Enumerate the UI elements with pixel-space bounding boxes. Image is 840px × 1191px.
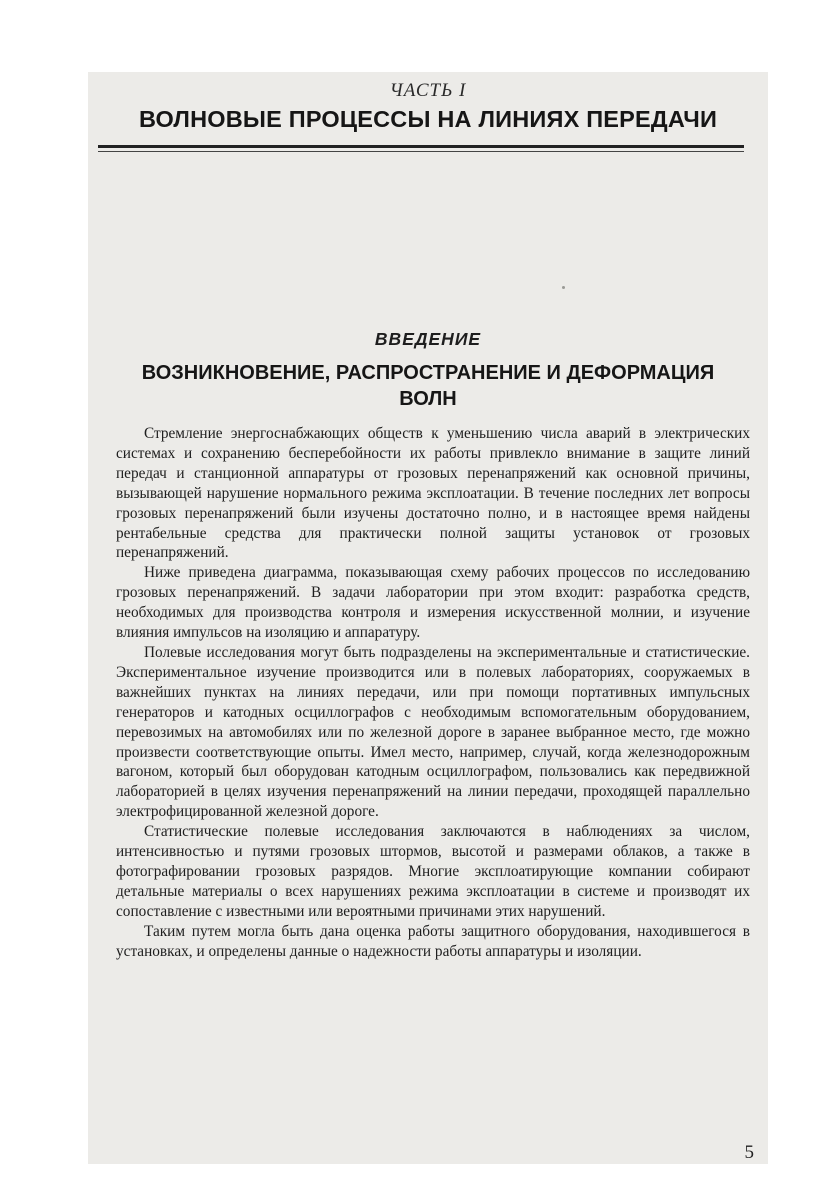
- paragraph-1: Стремление энергоснабжающих обществ к уменьшению числа аварий в электрических системах и сохранению бесперебойности их работы привлекло внимание в защите линий передач и станционной аппаратуры от грозовых перенапряжений как основной причины, вызывающей нарушение нормального режима эксплоатации. В течение последних лет вопросы грозовых перенапряжений были изучены достаточно полно, и в настоящее время найдены рентабельные средства для практически полной защиты установок от грозовых перенапряжений.: [116, 425, 750, 562]
- chapter-title: [88, 360, 768, 412]
- title-rule-thin: [98, 151, 744, 152]
- page-number: 5: [744, 1142, 754, 1163]
- body-text: [116, 424, 750, 961]
- paragraph-3: Полевые исследования могут быть подразделены на экспериментальные и статистические. Экспериментальное изучение производится или в полевых лабораториях, сооружаемых в важнейших пунктах на линиях передачи, или при помощи портативных импульсных генераторов и катодных осциллографов с необходимым вспомогательным оборудованием, перевозимых на автомобилях или по железной дороге в заранее выбранное место, где можно произвести соответствующие опыты. Имел место, например, случай, когда железнодорожным вагоном, который был оборудован катодным осциллографом, пользовались как передвижной лабораторией в целях изучения перенапряжений на линии передачи, проходящей параллельно электрофицированной железной дороге.: [116, 643, 750, 821]
- paper-speck: [562, 286, 565, 289]
- part-title: ВОЛНОВЫЕ ПРОЦЕССЫ НА ЛИНИЯХ ПЕРЕДАЧИ: [138, 106, 718, 132]
- title-rule-thick: [98, 145, 744, 148]
- chapter-label: ВВЕДЕНИЕ: [374, 329, 482, 349]
- part-label: ЧАСТЬ I: [389, 80, 467, 101]
- chapter-title-line-1: ВОЗНИКНОВЕНИЕ, РАСПРОСТРАНЕНИЕ И ДЕФОРМАЦИЯ: [141, 362, 715, 384]
- paragraph-4: Статистические полевые исследования заключаются в наблюдениях за числом, интенсивностью и путями грозовых штормов, высотой и размерами облаков, а также в фотографировании грозовых разрядов. Многие эксплоатирующие компании собирают детальные материалы о всех нарушениях режима эксплоатации в системе и производят их сопоставление с известными или вероятными причинами этих нарушений.: [116, 823, 750, 920]
- chapter-title-line-2: ВОЛН: [399, 388, 457, 410]
- book-page: [88, 72, 768, 1164]
- paragraph-2: Ниже приведена диаграмма, показывающая схему рабочих процессов по исследованию грозовых перенапряжений. В задачи лаборатории при этом входит: разработка средств, необходимых для производства контроля и измерения искусственной молнии, и изучение влияния импульсов на изоляцию и аппаратуру.: [116, 564, 750, 642]
- paragraph-5: Таким путем могла быть дана оценка работы защитного оборудования, находившегося в установках, и определены данные о надежности работы аппаратуры и изоляции.: [116, 922, 750, 960]
